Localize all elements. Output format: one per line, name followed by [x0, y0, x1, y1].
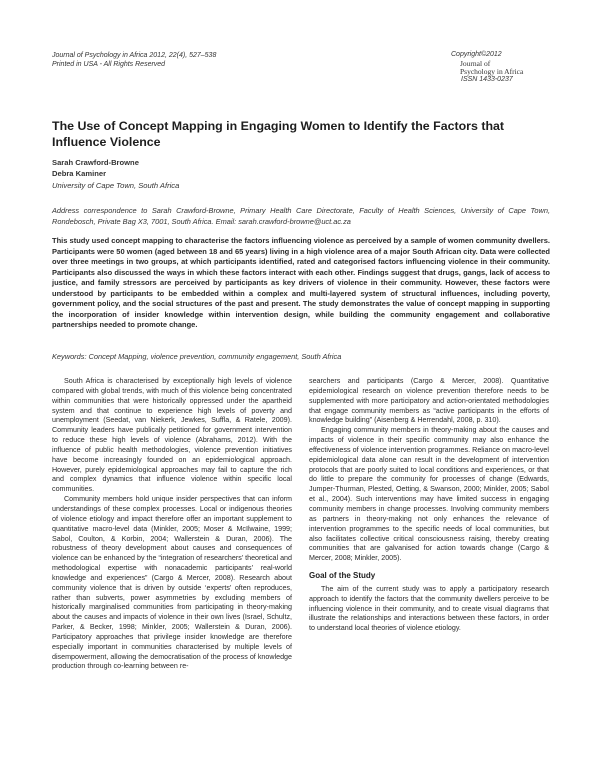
author-affiliation: University of Cape Town, South Africa	[52, 181, 180, 190]
journal-brand-block	[448, 51, 548, 84]
journal-rights-line: Printed in USA - All Rights Reserved	[52, 61, 166, 68]
body-paragraph: South Africa is characterised by exceptionally high levels of violence compared with global trends, with much of this violence being concentrated within communities that were historically oppressed under the apartheid system and that continue to experience high levels of poverty and unemployment (Seedat, van Niekerk, Jewkes, Suffla, & Ratele, 2009). Community leaders have publically petitioned for government intervention to reduce these high levels of violence (Abrahams, 2012). With the influence of public health methodologies, violence prevention initiatives have become increasingly founded on an epidemiological approach. However, purely epidemiological approaches may fail to capture the rich and complex dynamics that influence violence within specific local communities.	[52, 377, 292, 494]
body-paragraph: searchers and participants (Cargo & Mercer, 2008). Quantitative epidemiological research on violence prevention therefore needs to be supplemented with more participatory and action-orientated methodologies that engage community members as “active participants in the efforts of knowledge building” (Aisenberg & Herrendahl, 2008, p. 310).	[309, 377, 549, 425]
journal-citation	[52, 51, 216, 69]
body-column-right	[309, 377, 549, 634]
journal-logo-line2: Psychology in Africa	[460, 66, 524, 76]
author-list	[52, 158, 139, 179]
copyright-notice: Copyright©2012	[451, 51, 502, 58]
section-heading: Goal of the Study	[309, 571, 376, 581]
body-paragraph: Engaging community members in theory-making about the causes and impacts of violence in their specific community may also enhance the effectiveness of violence intervention programmes. Reliance on macro-level epidemiological data alone can result in the development of intervention protocols that are poorly suited to local conditions and experiences, or that do little to prepare the community for processes of change (Edwards, Jumper-Thurman, Plested, Oetting, & Swanson, 2000; Minkler, 2005; Sabol et al., 2004). Such interventions may have limited success in engaging community members in change processes. Involving community members as partners in theory-making not only enhances the relevance of intervention programmes to the specific needs of local communities, but also facilitates collective critical consciousness raising, thereby creating communities that are galvanised for action towards change (Cargo & Mercer, 2008; Minkler, 2005).	[309, 426, 549, 563]
keywords: Keywords: Concept Mapping, violence prevention, community engagement, South Africa	[52, 352, 342, 361]
body-column-left	[52, 377, 292, 672]
journal-citation-line: Journal of Psychology in Africa 2012, 22(4), 527–538	[52, 52, 217, 59]
abstract: This study used concept mapping to characterise the factors influencing violence as perceived by a sample of women community dwellers. Participants were 50 women (aged between 18 and 65 years) living in a high violence area of a major South African city. Data were collected over three meetings in two groups, at which participants identified, rated and categorised factors influencing violence in their community. Participants also discussed the ways in which these factors interact with each other. Findings suggest that drugs, gangs, lack of access to justice, and family stressors are perceived by participants as key drivers of violence in their community. However, these factors were understood by participants to be embedded within a complex and multi-layered system of structural influences, including poverty, government policy, and the social structures of the past and present. The study demonstrates the value of concept mapping in supporting the incorporation of insider knowledge within intervention design, while building the community engagement and collaborative partnerships needed to promote change.	[52, 236, 550, 329]
journal-logo-line1: Journal of	[460, 58, 491, 68]
article-title: The Use of Concept Mapping in Engaging Women to Identify the Factors that Influence Violence	[52, 119, 505, 149]
correspondence-address: Address correspondence to Sarah Crawford-Browne, Primary Health Care Directorate, Faculty of Health Sciences, University of Cape Town, Rondebosch, Private Bag X3, 7001, South Africa. Email: sarah.crawford-browne@uct.ac.za	[52, 206, 550, 226]
author-name: Debra Kaminer	[52, 168, 107, 178]
body-paragraph: Community members hold unique insider perspectives that can inform understandings of these complex processes. Local or indigenous theories of violence etiology and impact therefore offer an important supplement to quantitative macro-level data (Minkler, 2005; Moser & McIlwaine, 1999; Sabol, Coulton, & Korbin, 2004; Wallerstein & Duran, 2006). The robustness of theory development about causes and consequences of violence can be enhanced by the “integration of researchers’ theoretical and methodological expertise with nonacademic participants’ real-world knowledge and experiences” (Cargo & Mercer, 2008). Research about community violence that is driven by outside ‘experts’ often reproduces, rather than subverts, power asymmetries by excluding members of historically marginalised communities from participating in theory-making about the causes and impacts of violence in their own lives (Israel, Schultz, Parker, & Becker, 1998; Minkler, 2005; Wallerstein & Duran, 2006). Participatory approaches that privilege insider knowledge are therefore especially important in communities characterised by multiple levels of disempowerment, allowing the democratisation of the process of knowledge production through co-learning between re-	[52, 495, 292, 671]
author-name: Sarah Crawford-Browne	[52, 158, 139, 167]
issn: ISSN 1433-0237	[461, 75, 513, 83]
body-paragraph: The aim of the current study was to apply a participatory research approach to identify the factors that the community dwellers perceive to be influencing violence in their community, and to create visual diagrams that illustrate the relationships and interactions between these factors, in order to understand local theories of violence etiology.	[309, 584, 549, 633]
